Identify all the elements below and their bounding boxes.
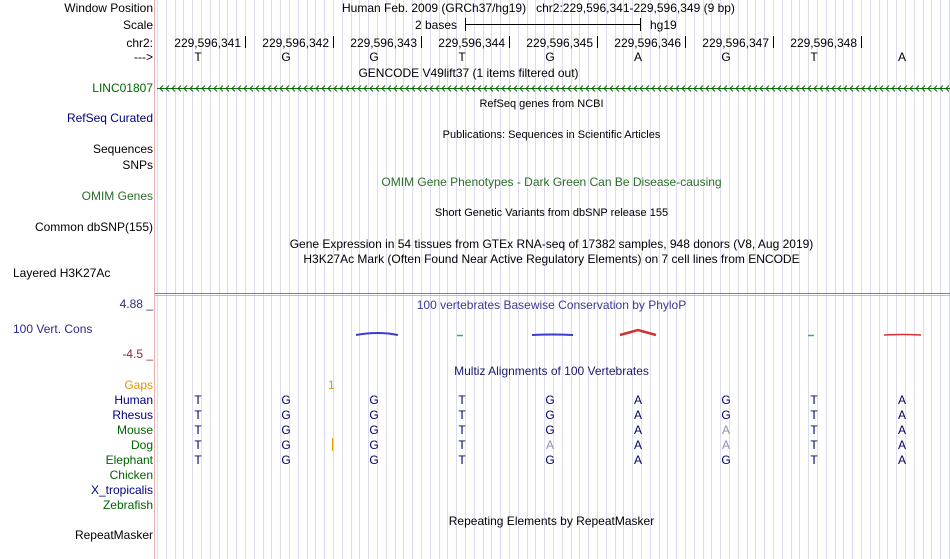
window-position-label: Window Position — [64, 1, 153, 15]
repeatmasker-title[interactable]: Repeating Elements by RepeatMasker — [448, 514, 655, 528]
alignment-base: A — [897, 393, 906, 407]
scale-text: 2 bases — [415, 18, 458, 32]
alignment-base: G — [281, 453, 291, 467]
alignment-base: A — [721, 438, 730, 452]
scale-label: Scale — [122, 18, 153, 32]
alignment-base: T — [194, 438, 202, 452]
alignment-base: T — [810, 408, 818, 422]
phylop-max: 4.88 _ — [119, 297, 153, 311]
reference-base: A — [633, 50, 642, 64]
multiz-title[interactable]: Multiz Alignments of 100 Vertebrates — [454, 364, 649, 378]
alignment-base: T — [458, 393, 466, 407]
alignment-base: T — [194, 423, 202, 437]
alignment-base: G — [545, 408, 555, 422]
refseq-title[interactable]: RefSeq genes from NCBI — [479, 98, 604, 110]
reference-base: G — [721, 50, 731, 64]
alignment-base: T — [194, 408, 202, 422]
alignment-base: A — [633, 393, 642, 407]
coordinate-label: 229,596,344 — [438, 36, 505, 50]
alignment-base: T — [194, 393, 202, 407]
species-label-human[interactable]: Human — [114, 393, 153, 407]
gene-linc01807-label[interactable]: LINC01807 — [92, 81, 153, 95]
alignment-base: G — [721, 453, 731, 467]
alignment-base: T — [458, 453, 466, 467]
alignment-base: G — [545, 423, 555, 437]
alignment-base: G — [721, 408, 731, 422]
position-text[interactable]: Human Feb. 2009 (GRCh37/hg19) chr2:229,596,341-229,596,349 (9 bp) — [342, 1, 735, 15]
coordinate-label: 229,596,342 — [262, 36, 329, 50]
alignment-base: A — [897, 438, 906, 452]
chrom-label: chr2: — [126, 36, 153, 50]
alignment-base: G — [721, 393, 731, 407]
guide-lines — [158, 0, 950, 559]
alignment-base: G — [281, 408, 291, 422]
sequences-label[interactable]: Sequences — [92, 142, 153, 156]
gencode-title[interactable]: GENCODE V49lift37 (1 items filtered out) — [358, 66, 579, 80]
coordinate-label: 229,596,348 — [790, 36, 857, 50]
alignment-base: G — [545, 453, 555, 467]
alignment-base: A — [633, 408, 642, 422]
dbsnp-label[interactable]: Common dbSNP(155) — [34, 220, 153, 234]
alignment-base: T — [458, 423, 466, 437]
alignment-base: G — [281, 438, 291, 452]
alignment-base: A — [721, 423, 730, 437]
species-label-mouse[interactable]: Mouse — [116, 423, 153, 437]
h3k27ac-title[interactable]: H3K27Ac Mark (Often Found Near Active Regulatory Elements) on 7 cell lines from ENCODE — [303, 252, 800, 266]
repeatmasker-label[interactable]: RepeatMasker — [74, 528, 153, 542]
snps-label[interactable]: SNPs — [122, 158, 153, 172]
reference-base: A — [897, 50, 906, 64]
coordinate-label: 229,596,343 — [350, 36, 417, 50]
alignment-base: T — [810, 423, 818, 437]
alignment-base: G — [369, 423, 379, 437]
coordinate-label: 229,596,347 — [702, 36, 769, 50]
alignment-base: T — [194, 453, 202, 467]
coordinate-label: 229,596,346 — [614, 36, 681, 50]
alignment-base: T — [810, 438, 818, 452]
reference-base: G — [369, 50, 379, 64]
species-label-zebrafish[interactable]: Zebrafish — [102, 498, 153, 512]
alignment-base: T — [810, 453, 818, 467]
alignment-base: A — [897, 423, 906, 437]
scale-db: hg19 — [650, 18, 677, 32]
reference-base: G — [281, 50, 291, 64]
omim-genes-label[interactable]: OMIM Genes — [81, 189, 153, 203]
species-label-elephant[interactable]: Elephant — [105, 453, 153, 467]
alignment-base: T — [458, 408, 466, 422]
coordinate-label: 229,596,341 — [174, 36, 241, 50]
species-label-dog[interactable]: Dog — [130, 438, 153, 452]
gap-count: 1 — [328, 378, 335, 392]
alignment-base: A — [545, 438, 554, 452]
phylop-min: -4.5 _ — [122, 347, 153, 361]
phylop-label[interactable]: 100 Vert. Cons — [13, 322, 93, 336]
omim-title[interactable]: OMIM Gene Phenotypes - Dark Green Can Be Disease-causing — [381, 175, 722, 189]
alignment-base: G — [369, 408, 379, 422]
reference-base: T — [810, 50, 818, 64]
alignment-base: A — [633, 453, 642, 467]
gtex-title[interactable]: Gene Expression in 54 tissues from GTEx RNA-seq of 17382 samples, 948 donors (V8, Aug 2019) — [289, 237, 814, 251]
alignment-base: A — [897, 453, 906, 467]
phylop-title[interactable]: 100 vertebrates Basewise Conservation by PhyloP — [416, 298, 687, 312]
alignment-base: G — [369, 453, 379, 467]
dbsnp-title[interactable]: Short Genetic Variants from dbSNP release 155 — [434, 207, 669, 219]
alignment-base: A — [897, 408, 906, 422]
alignment-base: G — [369, 393, 379, 407]
h3k27ac-label[interactable]: Layered H3K27Ac — [13, 266, 111, 280]
alignment-base: G — [545, 393, 555, 407]
phylop-mark-6 — [884, 335, 921, 336]
reference-base: T — [458, 50, 466, 64]
reference-base: G — [545, 50, 555, 64]
reference-base: T — [194, 50, 202, 64]
alignment-base: A — [633, 438, 642, 452]
alignment-base: G — [281, 393, 291, 407]
coordinate-label: 229,596,345 — [526, 36, 593, 50]
publications-title[interactable]: Publications: Sequences in Scientific Articles — [442, 129, 661, 141]
strand-label: ---> — [134, 50, 153, 64]
refseq-curated-label[interactable]: RefSeq Curated — [66, 111, 153, 125]
phylop-bars — [356, 330, 921, 336]
species-label-x_tropicalis[interactable]: X_tropicalis — [90, 483, 153, 497]
alignment-base: G — [369, 438, 379, 452]
phylop-mark-3 — [532, 335, 573, 336]
alignment-base: A — [633, 423, 642, 437]
alignment-base: T — [458, 438, 466, 452]
alignment-base: T — [810, 393, 818, 407]
species-label-rhesus[interactable]: Rhesus — [112, 408, 153, 422]
species-label-chicken[interactable]: Chicken — [109, 468, 153, 482]
alignment-base: G — [281, 423, 291, 437]
gaps-label[interactable]: Gaps — [124, 378, 153, 392]
